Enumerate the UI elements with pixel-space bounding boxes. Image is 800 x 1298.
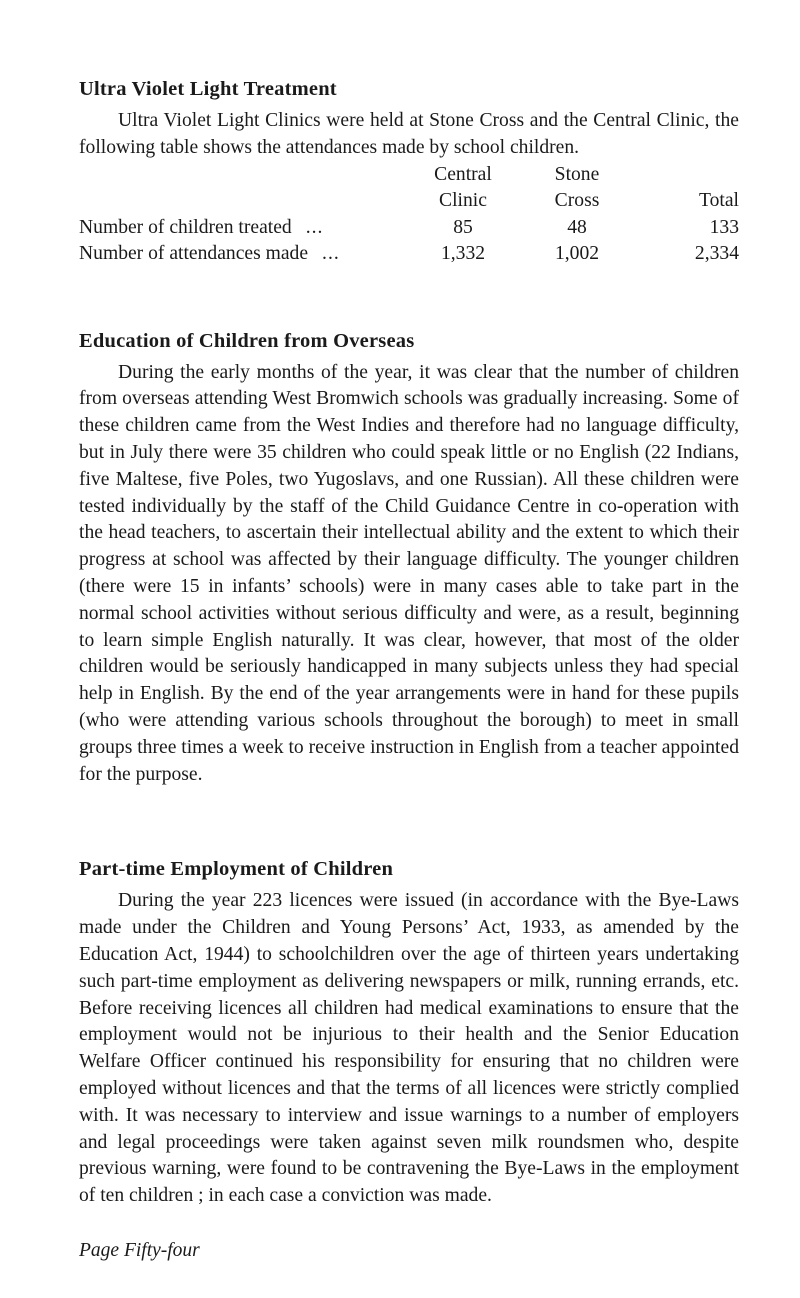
row-leader-dots: ... <box>305 216 324 238</box>
cell-central: 85 <box>453 216 473 238</box>
document-page <box>79 78 739 1210</box>
overseas-paragraph: During the early months of the year, it was clear that the number of children from overseas attending West Bromwich schools was gradually increasing. Some of these children came from the West Indies and therefore had no language difficulty, but in July there were 35 children who could speak little or no English (22 Indians, five Maltese, five Poles, two Yugoslavs, and one Russian). All these children were tested individually by the staff of the Child Guidance Centre in co-operation with the head teachers, to ascertain their intellectual ability and the extent to which their progress at school was affected by their language difficulty. The younger children (there were 15 in infants’ schools) were in many cases able to take part in the normal school activities without serious difficulty and were, as a result, beginning to learn simple English naturally. It was clear, however, that most of the older children would be seriously handicapped in many subjects unless they had special help in English. By the end of the year arrangements were in hand for these pupils (who were attending various schools throughout the borough) to meet in small groups three times a week to receive instruction in English from a teacher appointed for the purpose. <box>79 361 739 785</box>
attendance-table <box>79 162 739 268</box>
header-central: Central <box>434 163 492 185</box>
row-label: Number of attendances made <box>79 243 309 265</box>
cell-stone: 48 <box>567 216 587 238</box>
parttime-section <box>79 858 739 1210</box>
page-number: Page Fifty-four <box>79 1240 200 1261</box>
header-clinic: Clinic <box>439 190 487 212</box>
header-total: Total <box>699 190 739 212</box>
parttime-paragraph: During the year 223 licences were issued (in accordance with the Bye-Laws made under the Children and Young Persons’ Act, 1933, as amended by the Education Act, 1944) to schoolchildren over the age of thirteen years undertaking such part-time employment as delivering newspapers or milk, running errands, etc. Before receiving licences all children had medical examinations to ensure that the employment would not be injurious to their health and the Senior Education Welfare Officer continued his responsibility for ensuring that no children were employed without licences and that the terms of all licences were strictly complied with. It was necessary to interview and issue warnings to a number of employers and legal proceedings were taken against seven milk roundsmen who, despite previous warning, were found to be contravening the Bye-Laws in the employment of ten children ; in each case a conviction was made. <box>79 890 739 1207</box>
cell-stone: 1,002 <box>554 243 600 265</box>
row-label: Number of children treated <box>79 216 292 238</box>
overseas-section <box>79 330 739 789</box>
table-header-row-2 <box>79 188 739 215</box>
parttime-heading: Part-time Employment of Children <box>79 858 394 881</box>
uv-section <box>79 78 739 268</box>
table-header-row-1 <box>79 162 739 189</box>
uv-paragraph: Ultra Violet Light Clinics were held at Stone Cross and the Central Clinic, the following table shows the attendances made by school children. <box>79 110 739 158</box>
overseas-heading: Education of Children from Overseas <box>79 329 415 352</box>
row-leader-dots: ... <box>322 243 340 265</box>
header-stone: Stone <box>554 163 600 185</box>
cell-central: 1,332 <box>440 243 486 265</box>
header-cross: Cross <box>554 190 600 212</box>
cell-total: 2,334 <box>694 243 739 265</box>
table-row <box>79 241 739 268</box>
uv-heading: Ultra Violet Light Treatment <box>79 78 337 100</box>
cell-total: 133 <box>709 216 739 238</box>
table-row <box>79 215 739 242</box>
